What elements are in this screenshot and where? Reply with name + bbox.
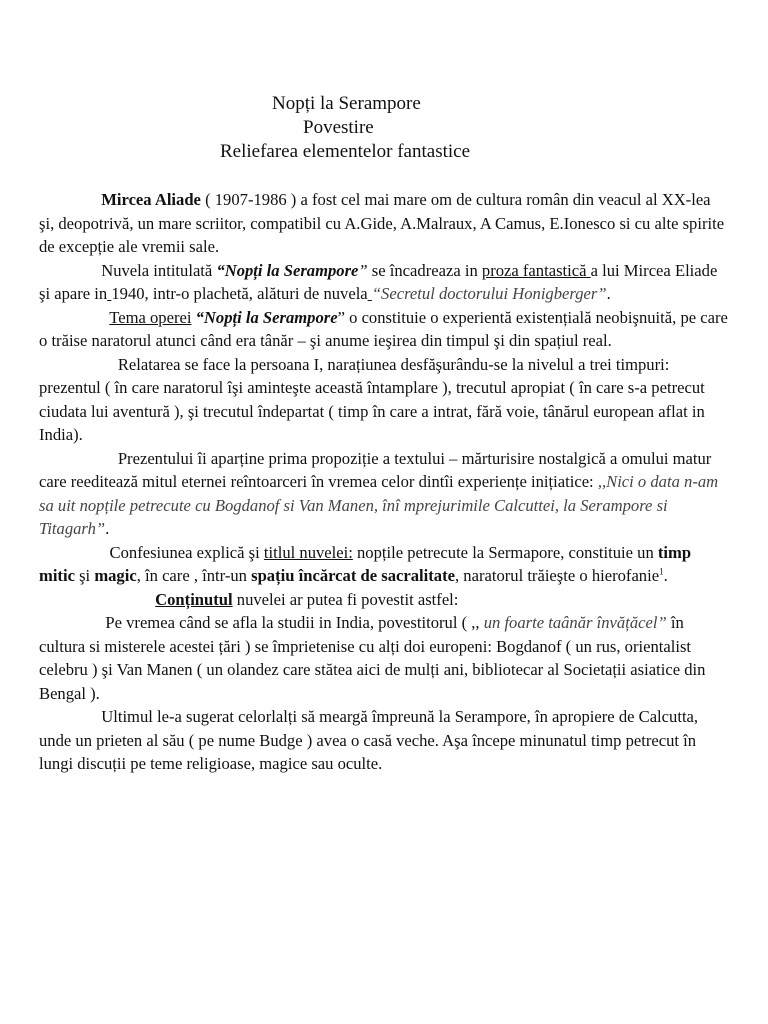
text-run: ( 1907-1986 ) a fost cel mai mare om de cultura român din veacul al XX-lea şi, deopotrivă, un mare scriitor, compatibil cu A.Gide, A.Malraux, A Camus, E.Ionesco si cu alte spirite de excepție ale vremii sale. <box>39 190 725 256</box>
paragraph-indent <box>39 449 118 468</box>
text-run: 1940, intr-o plachetă, alături de nuvela <box>111 284 368 303</box>
text-run: spațiu încărcat de sacralitate <box>251 566 455 585</box>
text-run: timp mitic <box>39 542 692 585</box>
paragraph <box>39 588 729 612</box>
text-run: ” <box>358 260 368 280</box>
paragraph-indent <box>39 590 155 609</box>
text-run: ” o constituie o experientă existențială neobişnuită, pe care o trăise naratorul atunci când era tânăr – şi anume ieşirea din timpul şi din spațiul real. <box>39 307 728 350</box>
text-run: a lui Mircea Eliade şi apare in <box>39 260 718 303</box>
paragraph <box>39 611 729 705</box>
document-body <box>39 188 729 776</box>
paragraph <box>39 259 729 306</box>
paragraph-indent <box>39 543 110 562</box>
text-run: Mircea Aliade <box>101 190 201 209</box>
text-run: un foarte taânăr învățăcel” <box>483 613 667 632</box>
text-run: “Secretul doctorului Honigberger” <box>371 284 607 303</box>
text-run: titlul nuvelei: <box>263 542 353 562</box>
text-run: magic <box>94 566 137 585</box>
paragraph-indent <box>39 261 101 280</box>
paragraph <box>39 306 729 353</box>
paragraph-indent <box>39 613 105 632</box>
text-run: se încadreaza in <box>367 260 482 280</box>
paragraph-indent <box>39 355 118 374</box>
text-run: “Nopți la Serampore <box>195 307 338 327</box>
text-run: nuvelei ar putea fi povestit astfel: <box>232 589 459 609</box>
text-run: şi <box>74 566 95 585</box>
text-run: proza fantastică <box>481 260 591 280</box>
text-run: Confesiunea explică şi <box>109 542 264 562</box>
title-line-2: Povestire <box>303 117 374 138</box>
paragraph <box>39 541 729 588</box>
title-line-3: Reliefarea elementelor fantastice <box>220 141 471 162</box>
text-run: ,,Nici o data n-am sa uit nopțile petrecute cu Bogdanof si Van Manen, înî mprejurimile Calcuttei, la Serampore si Titagarh” <box>39 472 719 538</box>
text-run: în cultura si misterele acestei țări ) se împrietenise cu alți doi europeni: Bogdanof ( un rus, orientalist celebru ) şi Van Manen ( un olandez care stătea aici de mulți ani, bibliotecar al Societații asiatice din Bengal ). <box>39 613 706 703</box>
text-run: Tema operei <box>109 307 192 327</box>
paragraph <box>39 188 729 259</box>
text-run: Relatarea se face la persoana I, narațiunea desfăşurându-se la nivelul a trei timpuri: prezentul ( în care naratorul îşi aminteşte această întamplare ), trecutul apropiat ( în care s-a petrecut ciudata lui aventură ), şi trecutul îndepartat ( timp în care a intrat, fără voie, tânărul european aflat in India). <box>39 354 705 444</box>
text-run: Nuvela intitulată <box>101 260 217 280</box>
footnote-marker: 1 <box>659 566 664 577</box>
text-run: , în care , într-un <box>136 566 252 585</box>
paragraph <box>39 447 729 541</box>
text-run: . <box>606 284 611 303</box>
text-run: “Nopți la Serampore <box>216 260 359 280</box>
paragraph <box>39 353 729 447</box>
title-line-1: Nopți la Serampore <box>272 93 421 114</box>
paragraph <box>39 705 729 776</box>
paragraph-indent <box>39 190 101 209</box>
paragraph-indent <box>39 308 109 327</box>
text-run: nopțile petrecute la Sermapore, constituie un <box>352 542 658 562</box>
paragraph-indent <box>39 707 101 726</box>
text-run: , naratorul trăieşte o hierofanie <box>454 566 660 585</box>
text-run: . <box>663 566 668 585</box>
text-run: Pe vremea când se afla la studii in India, povestitorul ( ,, <box>105 613 484 632</box>
text-run: Conținutul <box>155 589 233 609</box>
text-run: Ultimul le-a sugerat celorlalți să meargă împreună la Serampore, în apropiere de Calcutta, unde un prieten al său ( pe nume Budge ) avea o casă veche. Aşa începe minunatul timp petrecut în lungi discuții pe teme religioase, magice sau oculte. <box>39 707 699 773</box>
text-run: Prezentului îi aparține prima propoziție a textului – mărturisire nostalgică a omului matur care reeditează mitul eternei reîntoarceri în vremea celor dintîi experiențe inițiatice: <box>39 448 712 491</box>
text-run: . <box>105 519 110 538</box>
